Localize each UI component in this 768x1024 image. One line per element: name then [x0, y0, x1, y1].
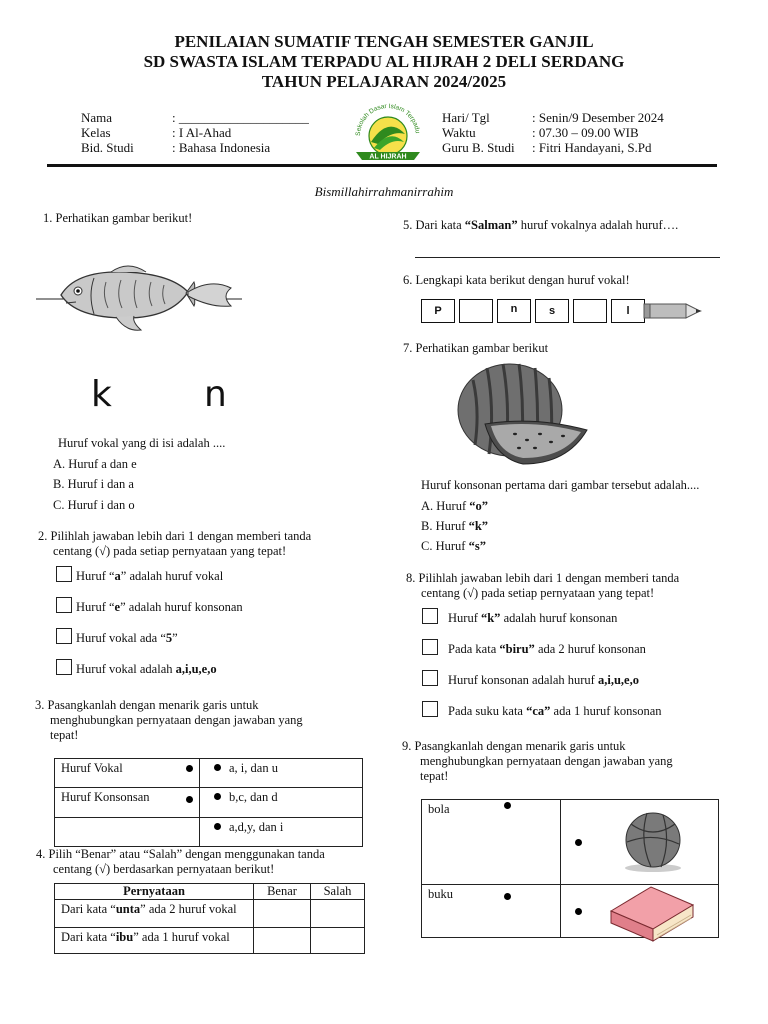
q9-word-dot-2[interactable]: [504, 893, 511, 900]
q4-row-1-salah[interactable]: [311, 900, 365, 928]
q6-cell-1: P: [421, 299, 455, 323]
q3-right-dot-3[interactable]: [214, 823, 221, 830]
q1-question: Huruf vokal yang di isi adalah ....: [58, 436, 226, 450]
bismillah: Bismillahirrahmanirrahim: [314, 184, 454, 199]
q1-prompt: 1. Perhatikan gambar berikut!: [43, 211, 193, 225]
q3-matching-table: [54, 758, 363, 847]
q3-left-dot-2[interactable]: [186, 796, 193, 803]
q3-prompt-line-3: tepat!: [50, 728, 79, 742]
nama-label: Nama: [81, 110, 113, 125]
guru-value: : Fitri Handayani, S.Pd: [532, 140, 652, 155]
q2-item-2[interactable]: Huruf “e” adalah huruf konsonan: [56, 597, 243, 615]
q1-option-b[interactable]: B. Huruf i dan a: [53, 477, 134, 491]
q4-header-salah: Salah: [311, 884, 365, 900]
q4-header-benar: Benar: [254, 884, 311, 900]
q6-letter-boxes: [421, 299, 649, 323]
q8-prompt-line-2: centang (√) pada setiap pernyataan yang tepat!: [421, 586, 655, 600]
bid-label: Bid. Studi: [81, 140, 134, 155]
q2-prompt-line-2: centang (√) pada setiap pernyataan yang tepat!: [53, 544, 287, 558]
q1-letter-2: n: [204, 374, 227, 415]
q4-prompt: [36, 847, 325, 877]
q8-item-1[interactable]: Huruf “k” adalah huruf konsonan: [422, 608, 617, 626]
waktu-label: Waktu: [442, 125, 476, 140]
hari-label: Hari/ Tgl: [442, 110, 490, 125]
title-line-1: PENILAIAN SUMATIF TENGAH SEMESTER GANJIL: [174, 32, 594, 51]
q3-left-2: Huruf Konsonsan: [55, 788, 200, 818]
q8-item-2[interactable]: Pada kata “biru” ada 2 huruf konsonan: [422, 639, 646, 657]
q4-header-pernyataan: Pernyataan: [55, 884, 254, 900]
title-line-2: SD SWASTA ISLAM TERPADU AL HIJRAH 2 DELI SERDANG: [143, 52, 625, 71]
q9-image-1: [561, 800, 719, 885]
q4-table: [54, 883, 365, 954]
q5-answer-line[interactable]: [415, 257, 720, 258]
q7-option-c[interactable]: C. Huruf “s”: [421, 539, 486, 553]
q9-prompt: [402, 739, 673, 784]
q8-item-4[interactable]: Pada suku kata “ca” ada 1 huruf konsonan: [422, 701, 662, 719]
q4-row-2-benar[interactable]: [254, 928, 311, 954]
q1-letter-1: k: [91, 374, 112, 415]
q2-checkbox-1[interactable]: [56, 566, 72, 582]
q9-word-1: bola: [422, 800, 561, 885]
q2-checkbox-4[interactable]: [56, 659, 72, 675]
title-line-3: TAHUN PELAJARAN 2024/2025: [261, 72, 507, 91]
q6-prompt: 6. Lengkapi kata berikut dengan huruf vokal!: [403, 273, 630, 287]
q6-cell-5[interactable]: [573, 299, 607, 323]
q7-option-a[interactable]: A. Huruf “o”: [421, 499, 489, 513]
kelas-value: : I Al-Ahad: [172, 125, 232, 140]
q8-prompt: [406, 571, 679, 601]
nama-value: : ____________________: [172, 110, 309, 125]
logo-ribbon-text: AL HIJRAH: [369, 153, 407, 161]
q7-question: Huruf konsonan pertama dari gambar tersebut adalah....: [421, 478, 700, 492]
q2-item-1[interactable]: Huruf “a” adalah huruf vokal: [56, 566, 223, 584]
school-logo: [348, 102, 428, 164]
q9-matching-table: [421, 799, 719, 938]
q1-option-c[interactable]: C. Huruf i dan o: [53, 498, 135, 512]
ball-icon: [617, 810, 689, 874]
q4-row-2-salah[interactable]: [311, 928, 365, 954]
q2-item-4[interactable]: Huruf vokal adalah a,i,u,e,o: [56, 659, 217, 677]
guru-label: Guru B. Studi: [442, 140, 515, 155]
q8-item-3[interactable]: Huruf konsonan adalah huruf a,i,u,e,o: [422, 670, 639, 688]
q8-checkbox-4[interactable]: [422, 701, 438, 717]
q2-checkbox-2[interactable]: [56, 597, 72, 613]
q3-right-2: b,c, dan d: [200, 788, 363, 818]
q9-image-dot-1[interactable]: [575, 839, 582, 846]
q3-right-1: a, i, dan u: [200, 759, 363, 788]
q2-prompt-line-1: 2. Pilihlah jawaban lebih dari 1 dengan memberi tanda: [38, 529, 312, 543]
q3-left-dot-1[interactable]: [186, 765, 193, 772]
q4-prompt-line-2: centang (√) berdasarkan pernyataan berikut!: [53, 862, 275, 876]
q3-right-3: a,d,y, dan i: [200, 818, 363, 847]
waktu-value: : 07.30 – 09.00 WIB: [532, 125, 639, 140]
q1-option-a[interactable]: A. Huruf a dan e: [53, 457, 137, 471]
q8-checkbox-3[interactable]: [422, 670, 438, 686]
q8-checkbox-2[interactable]: [422, 639, 438, 655]
hari-value: : Senin/9 Desember 2024: [532, 110, 664, 125]
watermelon-illustration: [455, 360, 590, 466]
q8-checkbox-1[interactable]: [422, 608, 438, 624]
q6-cell-2[interactable]: [459, 299, 493, 323]
book-icon: [607, 883, 697, 945]
q6-cell-3: n: [497, 299, 531, 323]
q2-checkbox-3[interactable]: [56, 628, 72, 644]
q6-cell-6: l: [611, 299, 645, 323]
q3-left-1: Huruf Vokal: [55, 759, 200, 788]
fish-illustration: [36, 260, 246, 340]
q3-left-3: [55, 818, 200, 847]
header-divider: [47, 164, 717, 167]
q4-prompt-line-1: 4. Pilih “Benar” atau “Salah” dengan menggunakan tanda: [36, 847, 325, 861]
q9-image-2: [561, 885, 719, 938]
info-right: [442, 110, 664, 155]
logo-arc-text: Sekolah Dasar Islam Terpadu: [354, 102, 421, 137]
q5-prompt: 5. Dari kata “Salman” huruf vokalnya adalah huruf….: [403, 218, 679, 232]
q4-row-2-statement: Dari kata “ibu” ada 1 huruf vokal: [55, 928, 254, 954]
bid-value: : Bahasa Indonesia: [172, 140, 271, 155]
q3-prompt-line-2: menghubungkan pernyataan dengan jawaban yang: [50, 713, 303, 727]
q9-image-dot-2[interactable]: [575, 908, 582, 915]
q4-row-1-benar[interactable]: [254, 900, 311, 928]
q9-prompt-line-2: menghubungkan pernyataan dengan jawaban yang: [420, 754, 673, 768]
q4-row-1-statement: Dari kata “unta” ada 2 huruf vokal: [55, 900, 254, 928]
q3-right-dot-2[interactable]: [214, 793, 221, 800]
q3-right-dot-1[interactable]: [214, 764, 221, 771]
kelas-label: Kelas: [81, 125, 111, 140]
q3-prompt: [35, 698, 303, 743]
q2-prompt: [38, 529, 311, 559]
info-left: [81, 110, 309, 155]
q9-word-dot-1[interactable]: [504, 802, 511, 809]
q7-prompt: 7. Perhatikan gambar berikut: [403, 341, 549, 355]
pencil-icon: [642, 300, 704, 322]
q2-item-3[interactable]: Huruf vokal ada “5”: [56, 628, 178, 646]
q3-prompt-line-1: 3. Pasangkanlah dengan menarik garis untuk: [35, 698, 259, 712]
q9-prompt-line-1: 9. Pasangkanlah dengan menarik garis untuk: [402, 739, 626, 753]
q7-option-b[interactable]: B. Huruf “k”: [421, 519, 489, 533]
q9-word-2: buku: [422, 885, 561, 938]
q8-prompt-line-1: 8. Pilihlah jawaban lebih dari 1 dengan memberi tanda: [406, 571, 680, 585]
q9-prompt-line-3: tepat!: [420, 769, 449, 783]
q6-cell-4: s: [535, 299, 569, 323]
